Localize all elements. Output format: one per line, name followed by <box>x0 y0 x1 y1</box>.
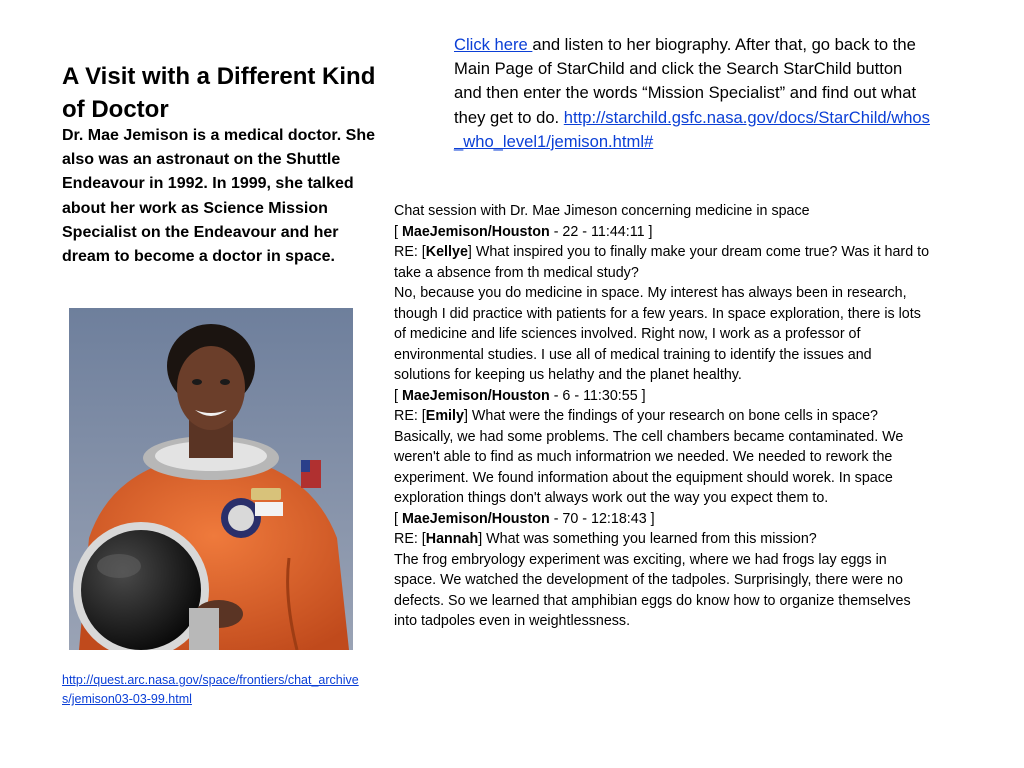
chat-asker: Emily <box>425 408 464 424</box>
chat-author: MaeJemison/Houston <box>401 387 550 404</box>
chat-author: MaeJemison/Houston <box>401 223 550 240</box>
chat-transcript <box>394 201 930 632</box>
chat-timestamp: [ MaeJemison/Houston - 22 - 11:44:11 ] <box>394 223 653 240</box>
chat-asker: Kellye <box>425 244 468 260</box>
starchild-url-link[interactable]: http://starchild.gsfc.nasa.gov/docs/StarChild/whos_who_level1/jemison.html# <box>454 107 930 151</box>
chat-timestamp: [ MaeJemison/Houston - 6 - 11:30:55 ] <box>394 387 646 404</box>
chat-answer: Basically, we had some problems. The cell chambers became contaminated. We weren't able to find as much informatrion we needed. We needed to rework the experiment. We found information about the equipment should worek. In space exploration things don't always work out the way you expect them to. <box>394 428 904 506</box>
chat-question: RE: [Emily] What were the findings of your research on bone cells in space? <box>394 408 878 424</box>
instructions-paragraph <box>454 33 932 154</box>
instructions-text: and listen to her biography. After that, go back to the Main Page of StarChild and click the Search StarChild button and then enter the words “Mission Specialist” and find out what they get to do. <box>454 35 917 127</box>
astronaut-portrait-photo <box>69 308 353 650</box>
page-title: A Visit with a Different Kind of Doctor <box>62 63 376 123</box>
chat-question: RE: [Hannah] What was something you learned from this mission? <box>394 531 817 547</box>
chat-answer: The frog embryology experiment was exciting, where we had frogs lay eggs in space. We watched the development of the tadpoles. Surprisingly, there were no defects. So we learned that amphibian eggs do know how to organize themselves into tadpoles even in weightlessness. <box>394 551 911 629</box>
chat-asker: Hannah <box>425 531 479 547</box>
chat-question: RE: [Kellye] What inspired you to finally make your dream come true? Was it hard to take a absence from th medical study? <box>394 244 930 281</box>
chat-timestamp: [ MaeJemison/Houston - 70 - 12:18:43 ] <box>394 510 655 527</box>
chat-author: MaeJemison/Houston <box>401 510 550 527</box>
chat-heading: Chat session with Dr. Mae Jimeson concerning medicine in space <box>394 203 810 219</box>
chat-archive-link[interactable]: http://quest.arc.nasa.gov/space/frontiers/chat_archives/jemison03-03-99.html <box>62 673 359 706</box>
intro-paragraph: Dr. Mae Jemison is a medical doctor. She also was an astronaut on the Shuttle Endeavour in 1992. In 1999, she talked about her work as Science Mission Specialist on the Endeavour and her dream to become a doctor in space. <box>62 127 376 266</box>
click-here-link[interactable]: Click here <box>454 35 533 54</box>
chat-answer: No, because you do medicine in space. My interest has always been in research, though I did practice with patients for a few years. In space exploration, there is lots of medicine and life sciences involved. Right now, I work as a professor of environmental studies. I use all of medical training to identify the issues and solutions for keeping us helathy and the planet healthy. <box>394 285 921 383</box>
